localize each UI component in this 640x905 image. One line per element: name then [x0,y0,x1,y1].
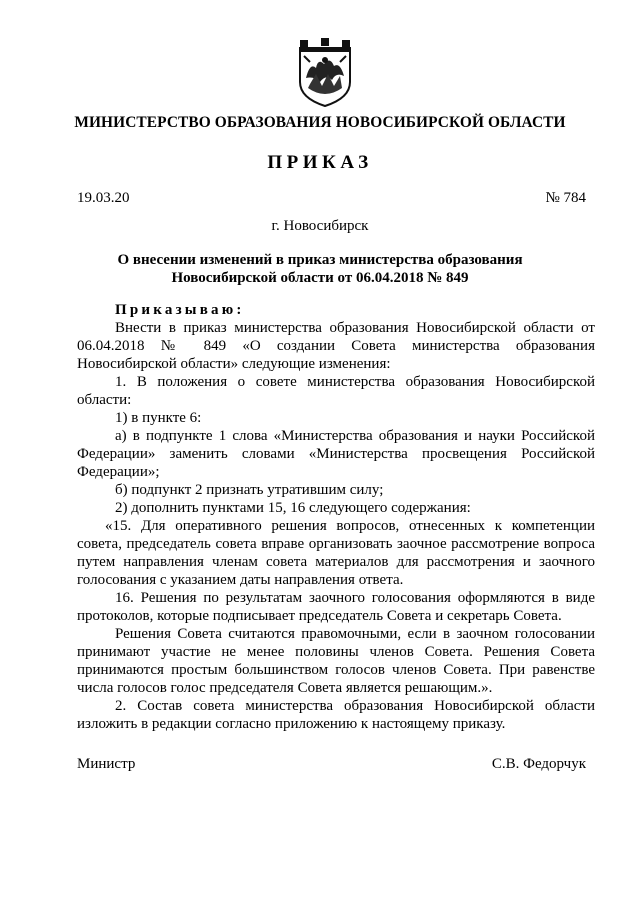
paragraph: 16. Решения по результатам заочного голосования оформляются в виде протоколов, которые подписывает председатель Совета и секретарь Совета. [77,590,595,624]
document-number: № 784 [545,190,586,206]
paragraph: а) в подпункте 1 слова «Министерства образования и науки Российской Федерации» заменить словами «Министерства просвещения Российской Федерации»; [77,428,595,480]
subject-line-2: Новосибирской области от 06.04.2018 № 849 [171,270,469,286]
paragraph: 2) дополнить пунктами 15, 16 следующего содержания: [115,500,471,516]
signature-title: Министр [77,756,136,772]
document-type: ПРИКАЗ [267,152,373,173]
coat-of-arms-icon [296,38,354,108]
ministry-name: МИНИСТЕРСТВО ОБРАЗОВАНИЯ НОВОСИБИРСКОЙ ОБЛАСТИ [74,114,566,131]
document-body [77,301,595,733]
paragraph: б) подпункт 2 признать утратившим силу; [115,482,384,498]
signature-name: С.В. Федорчук [491,756,586,772]
paragraph: 1. В положения о совете министерства образования Новосибирской области: [77,374,595,408]
paragraph: Внести в приказ министерства образования Новосибирской области от 06.04.2018 № 849 «О создании Совета министерства образования Новосибирской области» следующие изменения: [77,320,595,372]
subject-line-1: О внесении изменений в приказ министерства образования [117,252,523,268]
paragraph: 2. Состав совета министерства образования Новосибирской области изложить в редакции согласно приложению к настоящему приказу. [77,698,595,732]
paragraph: 1) в пункте 6: [115,410,202,426]
order-word: Приказываю: [115,302,245,318]
city: г. Новосибирск [271,218,369,234]
document-subject [0,251,640,287]
paragraph: «15. Для оперативного решения вопросов, отнесенных к компетенции совета, председатель совета вправе организовать заочное рассмотрение вопроса путем направления членам совета материалов для рассмотрения и заочного голосования с указанием даты направления ответа. [77,518,595,588]
paragraph: Решения Совета считаются правомочными, если в заочном голосовании принимают участие не менее половины членов Совета. Решения Совета принимаются простым большинством голосов членов Совета. При равенстве числа голосов голос председателя Совета является решающим.». [77,626,595,696]
document-date: 19.03.20 [77,190,130,206]
